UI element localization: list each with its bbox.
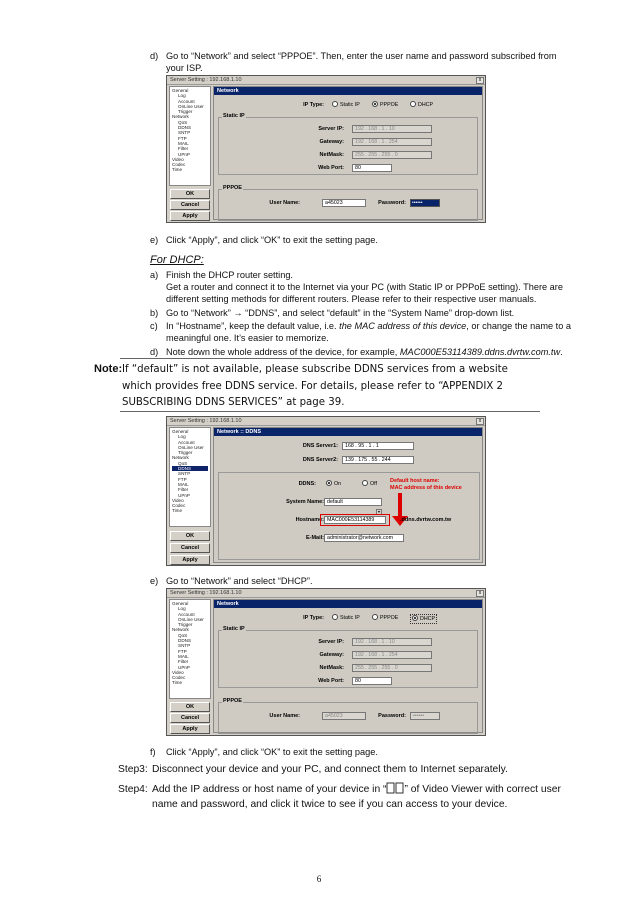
tree-item-video[interactable]: Video [172,669,184,675]
step-text: Go to “Network” and select “PPPOE”. Then, enter the user name and password subscribed from your ISP. [166,51,557,73]
tree-item-ftp[interactable]: FTP [178,648,187,654]
tree-item-qos[interactable]: QoS [178,632,188,638]
tree-item-mail[interactable]: MAIL [178,140,189,146]
list-item-text: Note down the whole address of the device, for example, MAC000E53114389.ddns.dvrtw.com.tw. [166,347,563,357]
tree-item-qos[interactable]: QoS [178,119,188,125]
user-name-label: User Name: [269,200,300,206]
static-ip-group [218,630,478,688]
apply-button[interactable]: Apply [170,211,210,221]
user-name-field[interactable]: a45023 [322,199,366,207]
dns-server1-label: DNS Server1: [302,443,338,449]
cancel-button[interactable]: Cancel [170,713,210,723]
ok-button[interactable]: OK [170,189,210,199]
netmask-label: NetMask: [319,152,344,158]
tree-item-log[interactable]: Log [178,434,186,440]
netmask-label: NetMask: [319,665,344,671]
tree-item-account[interactable]: Account [178,439,195,445]
tree-item-ddns[interactable]: DDNS [178,125,192,131]
server-ip-label: Server IP: [318,639,344,645]
tree-item-filter[interactable]: Filter [178,487,189,493]
tree-item-filter[interactable]: Filter [178,146,189,152]
step-text: Go to “Network” and select “DHCP”. [166,576,313,586]
cancel-button[interactable]: Cancel [170,200,210,210]
web-port-label: Web Port: [318,678,344,684]
hostname-suffix: .ddns.dvrtw.com.tw [400,517,452,523]
ip-type-label: IP Type: [303,102,324,108]
tree-item-codec[interactable]: Codec [172,675,186,681]
dns-server2-label: DNS Server2: [302,457,338,463]
list-marker: b) [150,308,159,318]
tree-item-codec[interactable]: Codec [172,162,186,168]
tree-item-upnp[interactable]: UPnP [178,664,191,670]
gateway-label: Gateway: [319,139,344,145]
ddns-panel [213,427,483,563]
radio-static-ip[interactable]: Static IP [332,614,360,622]
step-marker: e) [150,576,159,586]
tree-item-ftp[interactable]: FTP [178,135,187,141]
server-setting-dialog-pppoe [166,75,486,223]
step4-label: Step4: [118,784,148,795]
password-label: Password: [378,713,406,719]
radio-ddns-on[interactable]: On [326,480,341,488]
panel-header: Network :: DDNS [214,428,482,436]
tree-item-network[interactable]: Network [172,114,189,120]
tree-item-account[interactable]: Account [178,98,195,104]
radio-static-ip[interactable]: Static IP [332,101,360,109]
note-label: Note: [94,363,123,375]
apply-button[interactable]: Apply [170,555,210,565]
tree-item-general[interactable]: General [172,429,189,434]
title-bar [167,76,485,85]
user-name-label: User Name: [269,713,300,719]
close-icon[interactable]: x [476,77,484,84]
tree-item-sntp[interactable]: SNTP [178,471,191,477]
step3-text: Disconnect your device and your PC, and connect them to Internet separately. [152,764,508,775]
tree-item-online-user[interactable]: OnLine User [178,616,204,622]
dhcp-heading: For DHCP: [150,254,204,266]
tree-item-log[interactable]: Log [178,93,186,99]
tree-item-time[interactable]: Time [172,680,183,686]
web-port-field[interactable]: 80 [352,677,392,685]
static-ip-group-label: Static IP [223,626,245,632]
tree-item-time[interactable]: Time [172,508,183,514]
panel-header: Network [214,600,482,608]
list-item-text: Finish the DHCP router setting. Get a router and connect it to the Internet via your PC (with Static IP or PPPoE setting). There are different setting methods for different routers. Please refer to their respective user manuals. [166,270,563,304]
web-port-field[interactable]: 80 [352,164,392,172]
system-name-label: System Name: [286,499,324,505]
tree-item-time[interactable]: Time [172,167,183,173]
tree-item-network[interactable]: Network [172,627,189,633]
tree-item-sntp[interactable]: SNTP [178,643,191,649]
tree-item-filter[interactable]: Filter [178,659,189,665]
gateway-field[interactable]: 192 . 168 . 1 . 254 [352,651,432,659]
web-port-label: Web Port: [318,165,344,171]
tree-item-upnp[interactable]: UPnP [178,492,191,498]
note-bottom-rule [120,411,540,412]
tree-item-general[interactable]: General [172,88,189,93]
step-marker: d) [150,51,159,61]
tree-item-log[interactable]: Log [178,606,186,612]
gateway-field[interactable]: 192 . 168 . 1 . 254 [352,138,432,146]
tree-item-mail[interactable]: MAIL [178,481,189,487]
email-label: E-Mail: [305,535,324,541]
password-field[interactable]: •••••• [410,712,440,720]
chevron-down-icon[interactable]: ▾ [377,509,380,514]
cancel-button[interactable]: Cancel [170,543,210,553]
static-ip-group [218,117,478,175]
server-ip-field[interactable]: 192 . 168 . 1 . 10 [352,638,432,646]
radio-dhcp[interactable]: DHCP [410,614,437,624]
ddns-label: DDNS: [298,481,316,487]
ok-button[interactable]: OK [170,702,210,712]
tree-item-ddns[interactable]: DDNS [178,638,192,644]
tree-item-mail[interactable]: MAIL [178,653,189,659]
pppoe-group-label: PPPOE [223,698,242,704]
list-marker: c) [150,321,158,331]
tree-item-video[interactable]: Video [172,156,184,162]
ip-type-label: IP Type: [303,615,324,621]
tree-item-general[interactable]: General [172,601,189,606]
step-text: Click “Apply”, and click “OK” to exit the setting page. [166,235,378,245]
tree-item-trigger[interactable]: Trigger [178,622,193,628]
page-number: 6 [316,874,322,884]
close-icon[interactable]: x [476,418,484,425]
email-field[interactable]: administrator@network.com [324,534,404,542]
tree-item-trigger[interactable]: Trigger [178,450,193,456]
step3-label: Step3: [118,764,148,775]
password-field[interactable]: •••••• [410,199,440,207]
settings-tree [169,427,211,527]
list-marker: a) [150,270,159,280]
tree-item-upnp[interactable]: UPnP [178,151,191,157]
dialog-title: Server Setting : 192.168.1.10 [170,77,242,83]
static-ip-group-label: Static IP [223,113,245,119]
list-marker: d) [150,347,159,357]
panel-header: Network [214,87,482,95]
radio-dhcp[interactable]: DHCP [410,101,433,109]
radio-pppoe[interactable]: PPPOE [372,614,398,622]
title-bar [167,589,485,598]
step-marker: e) [150,235,159,245]
tree-item-sntp[interactable]: SNTP [178,130,191,136]
server-ip-field[interactable]: 192 . 168 . 1 . 10 [352,125,432,133]
dns-server1-field[interactable]: 168 . 95 . 1 . 1 [342,442,414,450]
tree-item-qos[interactable]: QoS [178,460,188,466]
server-setting-dialog-ddns [166,416,486,566]
annotation-default-host-name: Default host name: MAC address of this device [390,478,462,491]
server-setting-dialog-dhcp [166,588,486,736]
netmask-field[interactable]: 255 . 255 . 255 . 0 [352,664,432,672]
tree-item-ftp[interactable]: FTP [178,476,187,482]
password-label: Password: [378,200,406,206]
tree-item-network[interactable]: Network [172,455,189,461]
gateway-label: Gateway: [319,652,344,658]
tree-item-codec[interactable]: Codec [172,503,186,509]
address-book-icon [386,782,404,794]
network-panel [213,86,483,220]
radio-ddns-off[interactable]: Off [362,480,377,488]
close-icon[interactable]: x [476,590,484,597]
server-ip-label: Server IP: [318,126,344,132]
dialog-title: Server Setting : 192.168.1.10 [170,418,242,424]
hostname-field[interactable]: MAC000E53114389 [324,516,386,524]
note-top-rule [120,358,540,359]
tree-item-online-user[interactable]: OnLine User [178,103,204,109]
network-panel [213,599,483,733]
dns-server2-field[interactable]: 139 . 175 . 55 . 244 [342,456,414,464]
step-text: Click “Apply”, and click “OK” to exit the setting page. [166,747,378,757]
netmask-field[interactable]: 255 . 255 . 255 . 0 [352,151,432,159]
settings-tree [169,599,211,699]
tree-item-account[interactable]: Account [178,611,195,617]
dialog-title: Server Setting : 192.168.1.10 [170,590,242,596]
system-name-select[interactable]: default [324,498,382,506]
step4-text: Add the IP address or host name of your device in “ ” of Video Viewer with correct user name and password, and click it twice to see if you can access to your device. [152,784,561,810]
ok-button[interactable]: OK [170,531,210,541]
tree-item-online-user[interactable]: OnLine User [178,444,204,450]
pppoe-group-label: PPPOE [223,185,242,191]
hostname-label: Hostname: [295,517,324,523]
apply-button[interactable]: Apply [170,724,210,734]
settings-tree [169,86,211,186]
tree-item-trigger[interactable]: Trigger [178,109,193,115]
list-item-text: In “Hostname”, keep the default value, i.e. the MAC address of this device, or change the name to a meaningful one. It’s easier to memorize. [166,321,572,343]
title-bar [167,417,485,426]
list-item-text: Go to “Network” → “DDNS”, and select “default” in the “System Name” drop-down list. [166,308,515,318]
radio-pppoe[interactable]: PPPOE [372,101,398,109]
user-name-field[interactable]: a45023 [322,712,366,720]
note-text: If “default” is not available, please subscribe DDNS services from a website which provides free DDNS service. For details, please refer to “APPENDIX 2 SUBSCRIBING DDNS SERVICES” at page 39. [122,364,508,408]
tree-item-video[interactable]: Video [172,497,184,503]
step-marker: f) [150,747,156,757]
tree-item-ddns[interactable]: DDNS [172,466,208,471]
